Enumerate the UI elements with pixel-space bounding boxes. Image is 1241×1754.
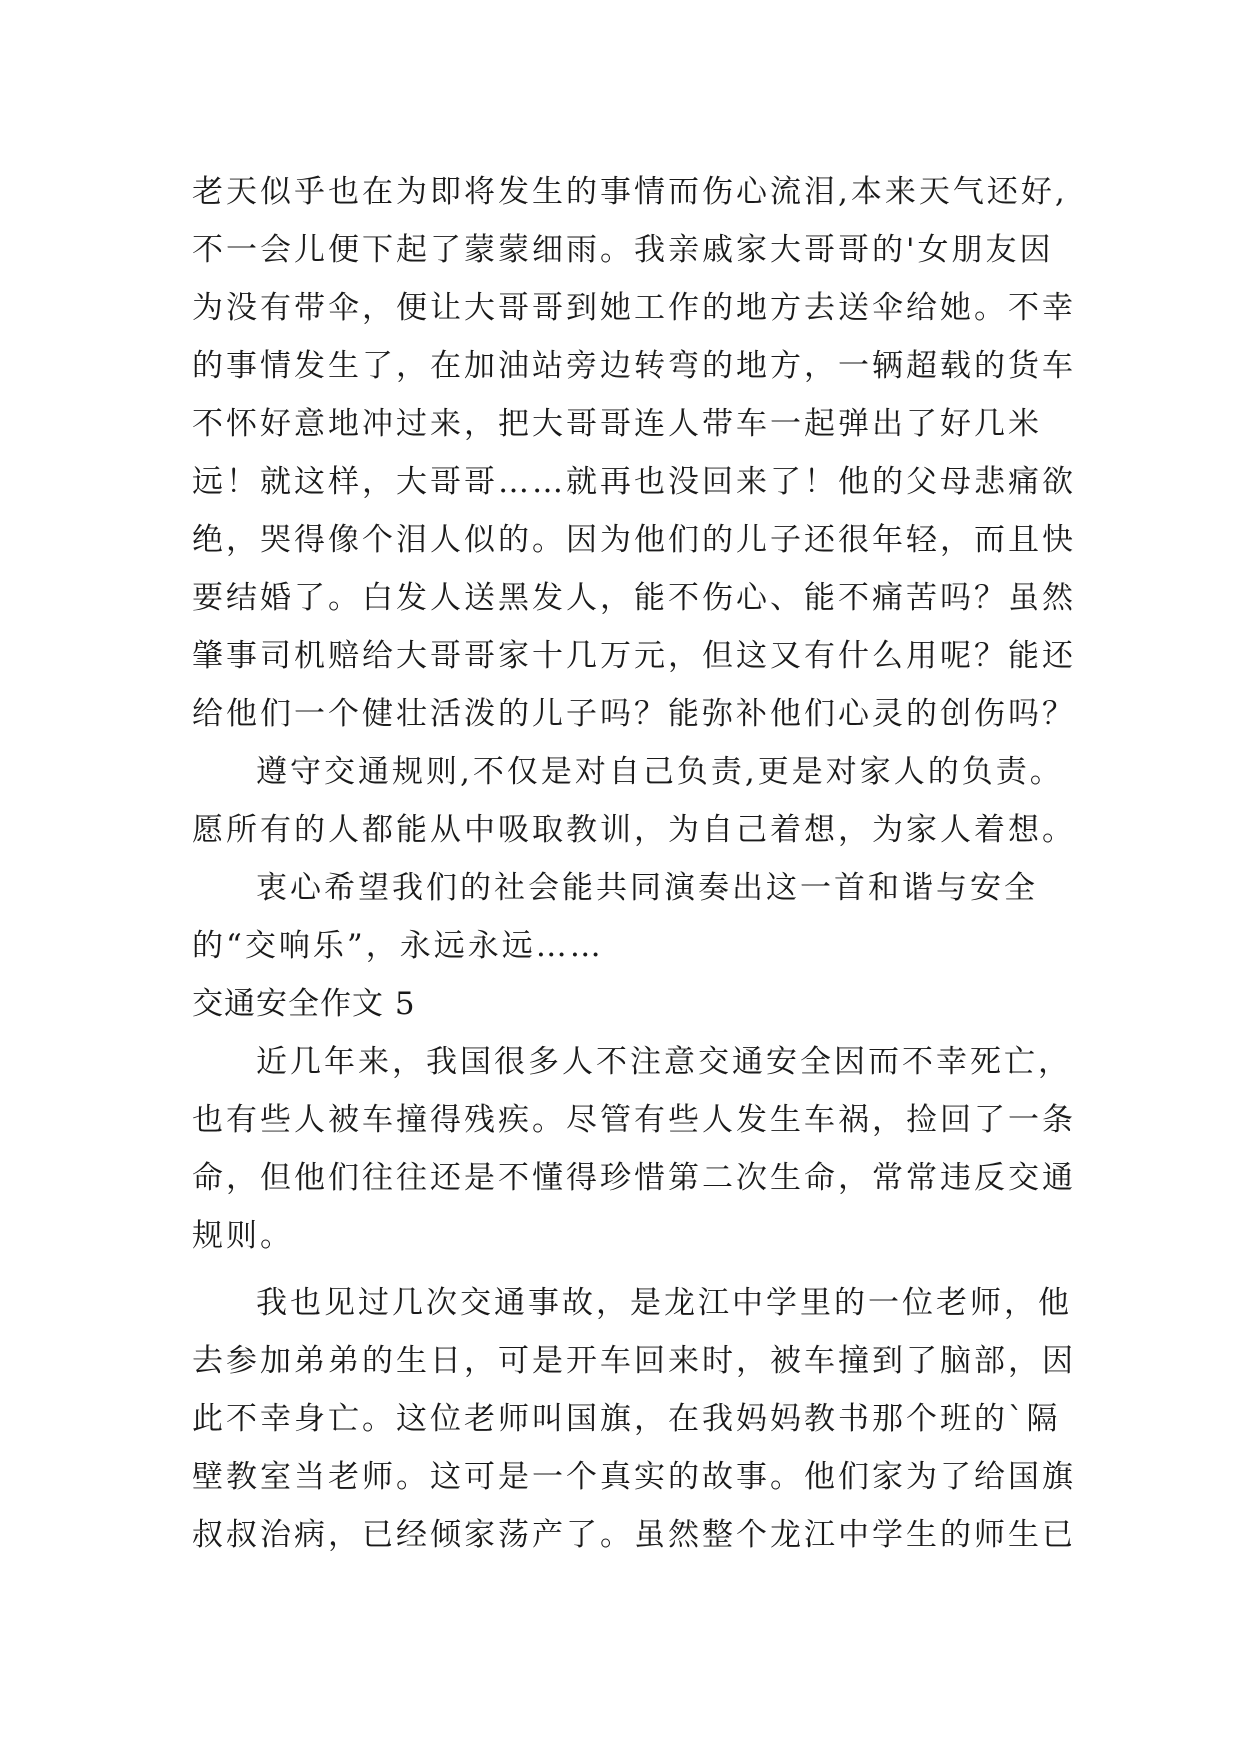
- text-line: 老天似乎也在为即将发生的事情而伤心流泪,本来天气还好,: [192, 174, 1068, 210]
- text-line: 的“交响乐”，永远永远……: [192, 928, 604, 964]
- text-line: 壁教室当老师。这可是一个真实的故事。他们家为了给国旗: [192, 1459, 1076, 1495]
- paragraph-first-line: 遵守交通规则,不仅是对自己负责,更是对家人的负责。: [256, 754, 1064, 790]
- section-heading: 交通安全作文 5: [192, 986, 416, 1022]
- text-line: 愿所有的人都能从中吸取教训，为自己着想，为家人着想。: [192, 812, 1076, 848]
- text-line: 不怀好意地冲过来，把大哥哥连人带车一起弹出了好几米: [192, 406, 1042, 442]
- paragraph-first-line: 近几年来，我国很多人不注意交通安全因而不幸死亡，: [256, 1044, 1072, 1080]
- text-line: 规则。: [192, 1218, 294, 1254]
- text-line: 此不幸身亡。这位老师叫国旗，在我妈妈教书那个班的`隔: [192, 1401, 1061, 1437]
- text-line: 肇事司机赔给大哥哥家十几万元，但这又有什么用呢？能还: [192, 638, 1076, 674]
- text-line: 远！就这样，大哥哥……就再也没回来了！他的父母悲痛欲: [192, 464, 1076, 500]
- text-line: 也有些人被车撞得残疾。尽管有些人发生车祸，捡回了一条: [192, 1102, 1076, 1138]
- text-line: 要结婚了。白发人送黑发人，能不伤心、能不痛苦吗？虽然: [192, 580, 1076, 616]
- text-line: 去参加弟弟的生日，可是开车回来时，被车撞到了脑部，因: [192, 1343, 1076, 1379]
- paragraph-first-line: 我也见过几次交通事故，是龙江中学里的一位老师，他: [256, 1285, 1072, 1321]
- text-line: 命，但他们往往还是不懂得珍惜第二次生命，常常违反交通: [192, 1160, 1076, 1196]
- text-line: 绝，哭得像个泪人似的。因为他们的儿子还很年轻，而且快: [192, 522, 1076, 558]
- paragraph-first-line: 衷心希望我们的社会能共同演奏出这一首和谐与安全: [256, 870, 1038, 906]
- text-line: 为没有带伞，便让大哥哥到她工作的地方去送伞给她。不幸: [192, 290, 1076, 326]
- text-line: 的事情发生了，在加油站旁边转弯的地方，一辆超载的货车: [192, 348, 1076, 384]
- text-line: 不一会儿便下起了蒙蒙细雨。我亲戚家大哥哥的'女朋友因: [192, 232, 1054, 268]
- text-line: 叔叔治病，已经倾家荡产了。虽然整个龙江中学生的师生已: [192, 1517, 1076, 1553]
- text-line: 给他们一个健壮活泼的儿子吗？能弥补他们心灵的创伤吗？: [192, 696, 1076, 732]
